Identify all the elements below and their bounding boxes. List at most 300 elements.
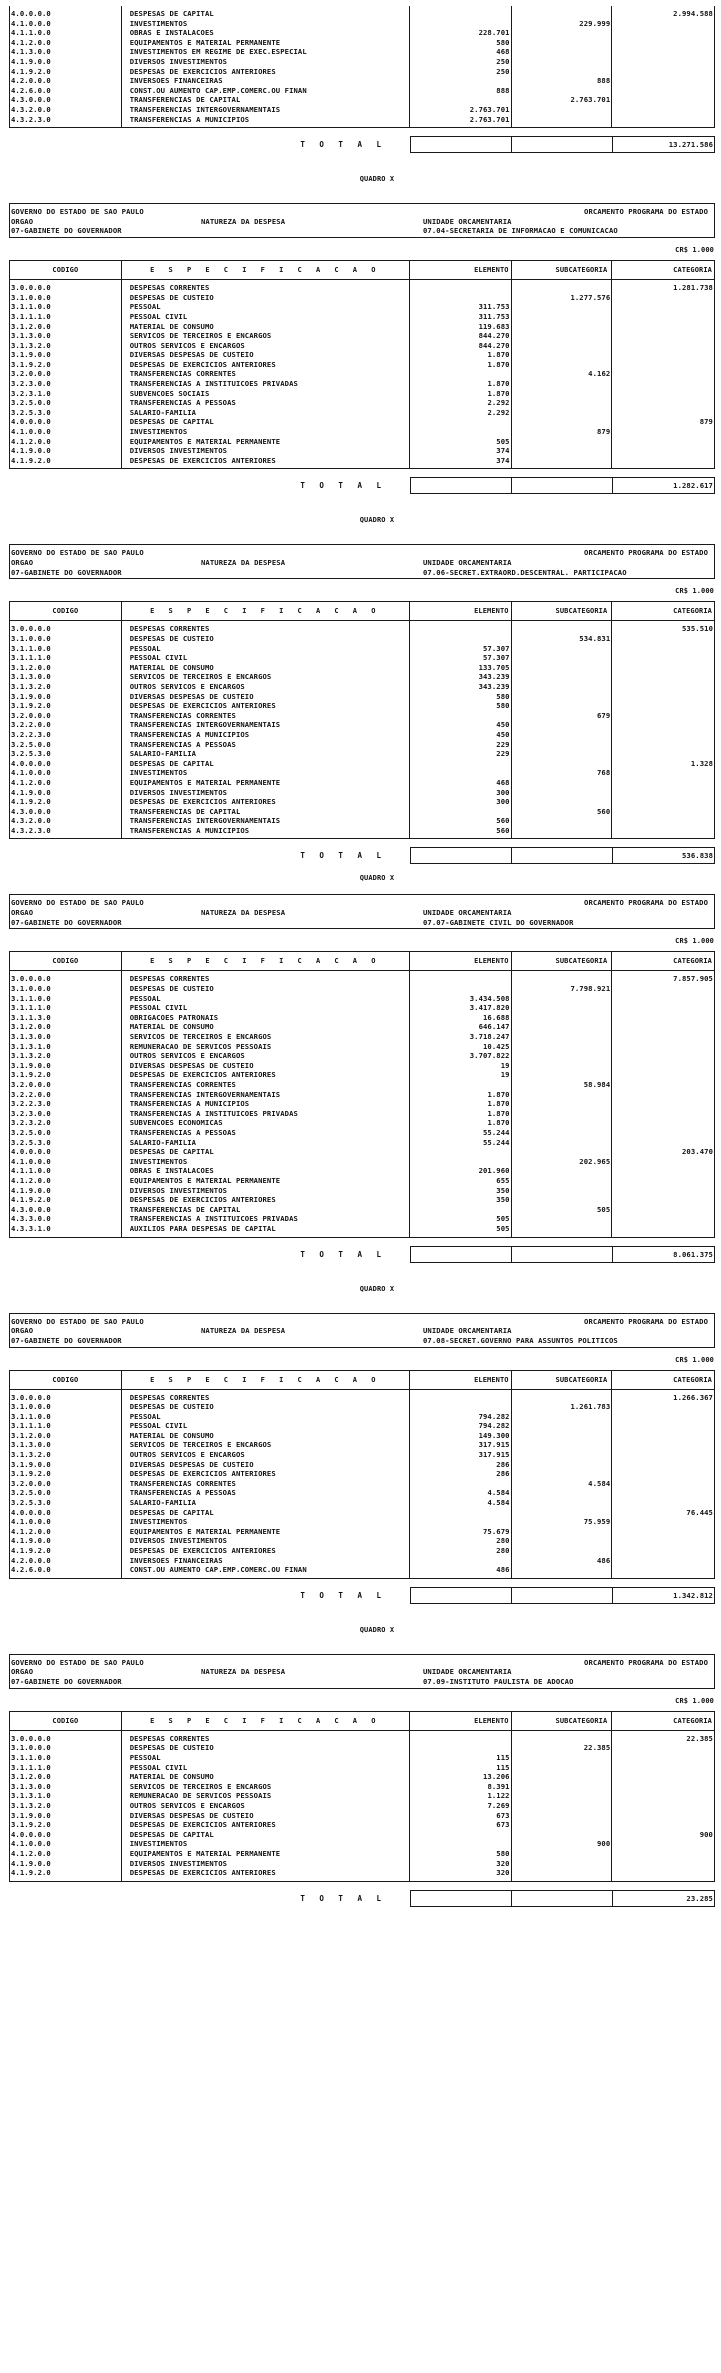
cell-categoria	[612, 57, 714, 67]
cell-elemento: 3.417.820	[469, 1003, 510, 1013]
cell-elemento	[410, 1743, 511, 1753]
cell-codigo: 4.1.0.0.0	[11, 1156, 51, 1166]
cell-categoria	[612, 1042, 714, 1052]
cell-elemento: 1.122	[487, 1791, 510, 1801]
expense-table-body	[9, 280, 715, 469]
column-header-especificacao: E S P E C I F I C A C A O	[122, 261, 410, 279]
cell-elemento	[410, 807, 511, 817]
cell-codigo: 3.2.0.0.0	[11, 710, 51, 720]
cell-subcategoria: 229.999	[579, 18, 611, 28]
cell-categoria	[612, 95, 714, 105]
cell-categoria	[612, 663, 714, 673]
cell-subcategoria	[512, 105, 612, 115]
cell-categoria	[612, 67, 714, 77]
cell-codigo: 4.1.0.0.0	[11, 427, 51, 437]
cell-codigo: 3.1.2.0.0	[11, 1022, 51, 1032]
total-elemento	[411, 1891, 512, 1906]
cell-subcategoria	[512, 115, 612, 125]
cell-elemento: 119.683	[478, 321, 510, 331]
cell-categoria: 7.857.905	[673, 974, 713, 984]
column-header-subcategoria: SUBCATEGORIA	[512, 261, 613, 279]
codigo-column	[10, 1390, 122, 1578]
cell-especificacao: TRANSFERENCIAS DE CAPITAL	[129, 95, 241, 105]
cell-elemento: 450	[496, 720, 510, 730]
categoria-column	[612, 971, 714, 1236]
cell-categoria	[612, 1527, 714, 1537]
cell-especificacao: PESSOAL	[129, 1411, 161, 1421]
cell-codigo: 4.2.6.0.0	[11, 85, 51, 95]
natureza-despesa-label: NATUREZA DA DESPESA	[201, 908, 286, 918]
cell-categoria	[612, 682, 714, 692]
cell-codigo: 3.1.1.1.0	[11, 1003, 51, 1013]
cell-subcategoria	[512, 1488, 612, 1498]
cell-categoria	[612, 350, 714, 360]
cell-subcategoria	[512, 994, 612, 1004]
cell-subcategoria	[512, 1195, 612, 1205]
cell-subcategoria	[512, 974, 612, 984]
cell-subcategoria	[512, 730, 612, 740]
especificacao-column	[122, 621, 410, 838]
cell-especificacao: PESSOAL	[129, 643, 161, 653]
cell-subcategoria	[512, 283, 612, 293]
quadro-title: QUADRO X	[359, 175, 395, 184]
cell-codigo: 4.0.0.0.0	[11, 758, 51, 768]
elemento-column	[410, 971, 512, 1236]
cell-especificacao: PESSOAL	[129, 993, 161, 1003]
cell-codigo: 3.1.9.0.0	[11, 691, 51, 701]
column-header-categoria: CATEGORIA	[673, 957, 713, 966]
cell-codigo: 3.1.3.2.0	[11, 340, 51, 350]
currency-unit: CR$ 1.000	[675, 587, 714, 596]
cell-especificacao: PESSOAL	[129, 1752, 161, 1762]
codigo-column	[10, 6, 122, 127]
cell-categoria	[612, 389, 714, 399]
cell-subcategoria	[512, 1450, 612, 1460]
cell-codigo: 3.1.3.2.0	[11, 1051, 51, 1061]
column-header-categoria: CATEGORIA	[673, 266, 713, 275]
cell-especificacao: SALARIO-FAMILIA	[129, 407, 197, 417]
column-header-elemento: ELEMENTO	[410, 952, 512, 970]
cell-especificacao: TRANSFERENCIAS CORRENTES	[129, 1080, 236, 1089]
cell-categoria	[612, 446, 714, 456]
cell-elemento: 374	[496, 446, 510, 456]
column-header-elemento: ELEMENTO	[410, 1712, 512, 1730]
cell-elemento: 7.269	[487, 1800, 510, 1810]
cell-categoria	[612, 398, 714, 408]
cell-especificacao: DESPESAS DE EXERCICIOS ANTERIORES	[129, 1195, 276, 1205]
cell-especificacao: DESPESAS CORRENTES	[129, 1733, 210, 1743]
cell-elemento: 115	[496, 1762, 510, 1772]
cell-subcategoria	[512, 1508, 612, 1518]
cell-subcategoria: 58.984	[583, 1080, 611, 1089]
expense-table-body	[9, 621, 715, 839]
cell-codigo: 3.1.2.0.0	[11, 1772, 51, 1782]
cell-especificacao: SUBVENCOES SOCIAIS	[129, 388, 210, 398]
cell-elemento: 560	[496, 825, 510, 835]
column-header-especificacao: E S P E C I F I C A C A O	[122, 952, 410, 970]
cell-elemento: 280	[496, 1546, 510, 1555]
cell-elemento	[410, 1479, 511, 1489]
total-categoria: 1.342.812	[673, 1590, 713, 1600]
budget-section	[9, 516, 715, 864]
cell-elemento: 229	[496, 749, 510, 759]
cell-categoria	[612, 322, 714, 332]
cell-especificacao: INVESTIMENTOS	[129, 427, 188, 437]
cell-categoria	[612, 1498, 714, 1508]
total-box	[410, 1890, 715, 1907]
cell-especificacao: SERVICOS DE TERCEIROS E ENCARGOS	[129, 1781, 272, 1791]
total-label: T O T A L	[300, 140, 386, 150]
cell-elemento	[410, 1734, 511, 1744]
total-elemento	[411, 1588, 512, 1603]
cell-categoria	[612, 1772, 714, 1782]
cell-elemento	[410, 1508, 511, 1518]
cell-especificacao: PESSOAL CIVIL	[129, 1003, 188, 1013]
cell-subcategoria	[512, 1061, 612, 1071]
cell-codigo: 3.2.5.3.0	[11, 1498, 51, 1508]
cell-especificacao: DIVERSAS DESPESAS DE CUSTEIO	[129, 1459, 254, 1469]
column-header-subcategoria: SUBCATEGORIA	[512, 602, 613, 620]
cell-elemento: 374	[496, 455, 510, 465]
unidade-orcamentaria-value: 07.07-GABINETE CIVIL DO GOVERNADOR	[423, 917, 574, 927]
cell-categoria	[612, 1801, 714, 1811]
column-header-elemento: ELEMENTO	[410, 602, 512, 620]
cell-elemento: 505	[496, 1214, 510, 1224]
cell-codigo: 3.1.3.0.0	[11, 1440, 51, 1450]
cell-elemento	[410, 95, 511, 105]
cell-subcategoria: 22.385	[583, 1743, 611, 1753]
cell-codigo: 3.1.1.1.0	[11, 1421, 51, 1431]
cell-elemento: 286	[496, 1459, 510, 1469]
government-name: GOVERNO DO ESTADO DE SAO PAULO	[11, 898, 144, 908]
especificacao-column	[122, 280, 410, 468]
categoria-column	[612, 1731, 714, 1881]
cell-codigo: 4.2.0.0.0	[11, 76, 51, 86]
cell-especificacao: DESPESAS DE CAPITAL	[129, 1147, 214, 1157]
cell-codigo: 3.2.5.0.0	[11, 739, 51, 749]
cell-elemento: 560	[496, 816, 510, 826]
cell-especificacao: EQUIPAMENTOS E MATERIAL PERMANENTE	[129, 1848, 281, 1858]
cell-codigo: 3.2.5.0.0	[11, 398, 51, 408]
cell-codigo: 4.1.9.2.0	[11, 1195, 51, 1205]
cell-categoria	[612, 427, 714, 437]
cell-elemento: 4.584	[487, 1488, 510, 1498]
cell-especificacao: TRANSFERENCIAS A INSTITUICOES PRIVADAS	[129, 1214, 298, 1224]
cell-especificacao: MATERIAL DE CONSUMO	[129, 1772, 214, 1782]
cell-especificacao: PESSOAL CIVIL	[129, 1421, 188, 1431]
cell-elemento: 8.391	[487, 1781, 510, 1791]
cell-elemento: 57.307	[483, 653, 510, 663]
codigo-column	[10, 1731, 122, 1881]
orgao-label: ORGAO	[11, 1667, 34, 1677]
cell-codigo: 4.3.2.3.0	[11, 114, 51, 124]
cell-especificacao: INVESTIMENTOS	[129, 768, 188, 778]
cell-especificacao: REMUNERACAO DE SERVICOS PESSOAIS	[129, 1041, 272, 1051]
cell-especificacao: SUBVENCOES ECONOMICAS	[129, 1118, 223, 1128]
cell-especificacao: TRANSFERENCIAS A PESSOAS	[129, 398, 236, 408]
cell-codigo: 3.1.1.0.0	[11, 1752, 51, 1762]
cell-codigo: 4.3.0.0.0	[11, 806, 51, 816]
expense-table-body	[9, 1731, 715, 1882]
total-elemento	[411, 848, 512, 863]
cell-codigo: 3.1.1.1.0	[11, 311, 51, 321]
currency-unit: CR$ 1.000	[675, 937, 714, 946]
cell-especificacao: EQUIPAMENTOS E MATERIAL PERMANENTE	[129, 777, 281, 787]
cell-codigo: 3.1.9.2.0	[11, 1469, 51, 1479]
cell-subcategoria	[512, 1099, 612, 1109]
cell-especificacao: OUTROS SERVICOS E ENCARGOS	[129, 681, 245, 691]
unidade-orcamentaria-value: 07.08-SECRET.GOVERNO PARA ASSUNTOS POLITICOS	[423, 1335, 618, 1345]
codigo-column	[10, 621, 122, 838]
cell-especificacao: TRANSFERENCIAS INTERGOVERNAMENTAIS	[129, 104, 281, 114]
cell-subcategoria	[512, 1013, 612, 1023]
cell-especificacao: PESSOAL CIVIL	[129, 311, 188, 321]
cell-categoria	[612, 1061, 714, 1071]
cell-categoria	[612, 1013, 714, 1023]
cell-elemento	[410, 634, 511, 644]
cell-especificacao: DIVERSOS INVESTIMENTOS	[129, 1185, 228, 1195]
cell-elemento	[410, 711, 511, 721]
cell-elemento: 844.270	[478, 331, 510, 341]
cell-codigo: 3.1.9.2.0	[11, 1070, 51, 1080]
cell-especificacao: DESPESAS DE CUSTEIO	[129, 634, 214, 643]
column-header-especificacao: E S P E C I F I C A C A O	[122, 1712, 410, 1730]
codigo-column	[10, 971, 122, 1236]
subcategoria-column	[512, 6, 613, 127]
cell-subcategoria	[512, 389, 612, 399]
cell-codigo: 3.0.0.0.0	[11, 974, 51, 984]
total-categoria: 1.282.617	[673, 481, 713, 491]
cell-especificacao: SERVICOS DE TERCEIROS E ENCARGOS	[129, 1440, 272, 1450]
cell-categoria: 879	[699, 417, 713, 427]
cell-elemento: 888	[496, 85, 510, 95]
cell-especificacao: AUXILIOS PARA DESPESAS DE CAPITAL	[129, 1223, 276, 1233]
document-header	[9, 1313, 715, 1348]
cell-elemento: 300	[496, 797, 510, 807]
cell-elemento	[410, 624, 511, 634]
cell-categoria	[612, 1224, 714, 1234]
categoria-column	[612, 6, 714, 127]
cell-categoria	[612, 816, 714, 826]
cell-subcategoria	[512, 1090, 612, 1100]
cell-especificacao: EQUIPAMENTOS E MATERIAL PERMANENTE	[129, 436, 281, 446]
cell-subcategoria	[512, 446, 612, 456]
total-row	[9, 1890, 715, 1907]
cell-categoria: 22.385	[686, 1733, 713, 1743]
cell-codigo: 3.1.0.0.0	[11, 984, 51, 994]
cell-categoria	[612, 293, 714, 303]
budget-program-title: ORCAMENTO PROGRAMA DO ESTADO	[584, 1316, 708, 1326]
cell-elemento	[410, 1393, 511, 1403]
cell-subcategoria	[512, 67, 612, 77]
total-subcategoria	[512, 1891, 612, 1906]
cell-subcategoria: 888	[597, 76, 611, 86]
cell-codigo: 4.1.9.2.0	[11, 1546, 51, 1555]
cell-codigo: 4.3.2.3.0	[11, 825, 51, 835]
cell-codigo: 4.1.9.2.0	[11, 797, 51, 807]
cell-subcategoria	[512, 1070, 612, 1080]
cell-subcategoria	[512, 1032, 612, 1042]
cell-subcategoria	[512, 692, 612, 702]
total-label: T O T A L	[300, 1590, 386, 1600]
cell-elemento: 580	[496, 1848, 510, 1858]
cell-categoria: 900	[699, 1829, 713, 1839]
cell-subcategoria	[512, 398, 612, 408]
cell-subcategoria	[512, 672, 612, 682]
cell-elemento: 149.300	[478, 1430, 510, 1440]
cell-subcategoria	[512, 1109, 612, 1119]
cell-subcategoria: 7.798.921	[570, 984, 611, 994]
total-subcategoria	[512, 137, 612, 152]
cell-codigo: 4.1.9.2.0	[11, 1868, 51, 1878]
government-name: GOVERNO DO ESTADO DE SAO PAULO	[11, 1657, 144, 1667]
cell-elemento: 1.870	[487, 379, 510, 389]
cell-especificacao: MATERIAL DE CONSUMO	[129, 321, 214, 331]
cell-subcategoria	[512, 408, 612, 418]
cell-especificacao: DESPESAS CORRENTES	[129, 974, 210, 984]
cell-subcategoria: 560	[597, 806, 611, 816]
column-header-subcategoria: SUBCATEGORIA	[512, 952, 613, 970]
cell-categoria	[612, 408, 714, 418]
cell-codigo: 3.2.0.0.0	[11, 369, 51, 379]
cell-elemento	[410, 1830, 511, 1840]
categoria-column	[612, 621, 714, 838]
total-subcategoria	[512, 1588, 612, 1603]
cell-codigo: 3.1.9.0.0	[11, 1810, 51, 1820]
cell-categoria	[612, 1090, 714, 1100]
cell-especificacao: DESPESAS CORRENTES	[129, 624, 210, 634]
cell-elemento	[410, 9, 511, 19]
unidade-orcamentaria-label: UNIDADE ORCAMENTARIA	[423, 216, 512, 226]
cell-elemento: 1.870	[487, 359, 510, 369]
cell-categoria	[612, 1032, 714, 1042]
cell-elemento	[410, 293, 511, 303]
cell-especificacao: CONST.OU AUMENTO CAP.EMP.COMERC.OU FINAN	[129, 1565, 307, 1575]
cell-codigo: 3.0.0.0.0	[11, 283, 51, 293]
cell-subcategoria	[512, 350, 612, 360]
cell-subcategoria	[512, 1868, 612, 1878]
cell-categoria	[612, 456, 714, 466]
especificacao-column	[122, 971, 410, 1236]
cell-especificacao: OBRAS E INSTALACOES	[129, 1166, 214, 1176]
cell-categoria	[612, 115, 714, 125]
cell-especificacao: SERVICOS DE TERCEIROS E ENCARGOS	[129, 1032, 272, 1042]
elemento-column	[410, 6, 512, 127]
cell-codigo: 4.1.9.0.0	[11, 56, 51, 66]
cell-categoria	[612, 1195, 714, 1205]
cell-categoria	[612, 1099, 714, 1109]
cell-especificacao: DESPESAS DE EXERCICIOS ANTERIORES	[129, 701, 276, 711]
cell-subcategoria	[512, 1801, 612, 1811]
cell-elemento: 320	[496, 1858, 510, 1868]
cell-elemento: 343.239	[478, 672, 510, 682]
cell-elemento: 2.763.701	[469, 104, 510, 114]
cell-codigo: 3.1.3.1.0	[11, 1041, 51, 1051]
cell-categoria: 76.445	[686, 1507, 713, 1517]
orgao-value: 07-GABINETE DO GOVERNADOR	[11, 1676, 122, 1686]
cell-codigo: 3.1.1.1.0	[11, 1762, 51, 1772]
cell-elemento: 229	[496, 739, 510, 749]
cell-especificacao: DESPESAS DE CAPITAL	[129, 1507, 214, 1517]
cell-especificacao: PESSOAL CIVIL	[129, 1762, 188, 1772]
cell-subcategoria	[512, 1763, 612, 1773]
cell-codigo: 3.1.1.3.0	[11, 1012, 51, 1022]
cell-subcategoria	[512, 1421, 612, 1431]
cell-subcategoria	[512, 1460, 612, 1470]
cell-especificacao: EQUIPAMENTOS E MATERIAL PERMANENTE	[129, 1526, 281, 1536]
cell-codigo: 3.2.2.0.0	[11, 1089, 51, 1099]
cell-elemento	[410, 1205, 511, 1215]
cell-codigo: 4.1.2.0.0	[11, 1848, 51, 1858]
budget-section	[9, 1285, 715, 1604]
cell-especificacao: TRANSFERENCIAS INTERGOVERNAMENTAIS	[129, 720, 281, 730]
cell-especificacao: DESPESAS DE CUSTEIO	[129, 292, 214, 302]
cell-especificacao: OBRIGACOES PATRONAIS	[129, 1012, 219, 1022]
cell-subcategoria	[512, 1782, 612, 1792]
cell-elemento: 57.307	[483, 643, 510, 653]
cell-categoria	[612, 302, 714, 312]
cell-subcategoria	[512, 1772, 612, 1782]
total-box	[410, 1246, 715, 1263]
cell-especificacao: TRANSFERENCIAS CORRENTES	[129, 1478, 236, 1488]
cell-subcategoria: 679	[597, 710, 611, 720]
cell-elemento	[410, 1556, 511, 1566]
cell-codigo: 3.1.9.2.0	[11, 359, 51, 369]
currency-unit: CR$ 1.000	[675, 1696, 714, 1705]
cell-subcategoria	[512, 1830, 612, 1840]
cell-elemento: 673	[496, 1820, 510, 1830]
cell-categoria	[612, 1450, 714, 1460]
cell-elemento	[410, 974, 511, 984]
especificacao-column	[122, 1390, 410, 1578]
cell-subcategoria	[512, 778, 612, 788]
cell-codigo: 3.1.1.1.0	[11, 653, 51, 663]
cell-codigo: 4.1.9.0.0	[11, 1185, 51, 1195]
cell-subcategoria	[512, 1042, 612, 1052]
cell-codigo: 3.1.3.0.0	[11, 1781, 51, 1791]
cell-subcategoria: 879	[597, 427, 611, 437]
subcategoria-column	[512, 971, 613, 1236]
cell-codigo: 4.1.9.2.0	[11, 455, 51, 465]
column-header-codigo: CODIGO	[10, 261, 122, 279]
cell-codigo: 4.1.2.0.0	[11, 777, 51, 787]
cell-subcategoria	[512, 663, 612, 673]
cell-subcategoria	[512, 1859, 612, 1869]
natureza-despesa-label: NATUREZA DA DESPESA	[201, 558, 286, 567]
cell-codigo: 3.1.0.0.0	[11, 1743, 51, 1753]
cell-subcategoria	[512, 1527, 612, 1537]
cell-especificacao: DIVERSOS INVESTIMENTOS	[129, 1536, 228, 1546]
cell-subcategoria	[512, 1138, 612, 1148]
cell-codigo: 3.1.1.0.0	[11, 643, 51, 653]
cell-elemento	[410, 1839, 511, 1849]
cell-especificacao: MATERIAL DE CONSUMO	[129, 1430, 214, 1440]
cell-categoria	[612, 1517, 714, 1527]
cell-especificacao: SERVICOS DE TERCEIROS E ENCARGOS	[129, 331, 272, 341]
cell-subcategoria	[512, 797, 612, 807]
cell-elemento: 16.688	[483, 1012, 510, 1022]
cell-elemento	[410, 283, 511, 293]
cell-elemento: 19	[500, 1060, 510, 1070]
cell-elemento	[410, 1517, 511, 1527]
cell-codigo: 3.2.5.0.0	[11, 1488, 51, 1498]
cell-categoria	[612, 1565, 714, 1575]
cell-codigo: 4.1.9.0.0	[11, 1858, 51, 1868]
cell-codigo: 3.2.5.3.0	[11, 407, 51, 417]
cell-elemento: 75.679	[483, 1526, 510, 1536]
cell-especificacao: OUTROS SERVICOS E ENCARGOS	[129, 1051, 245, 1061]
cell-codigo: 3.0.0.0.0	[11, 1392, 51, 1402]
